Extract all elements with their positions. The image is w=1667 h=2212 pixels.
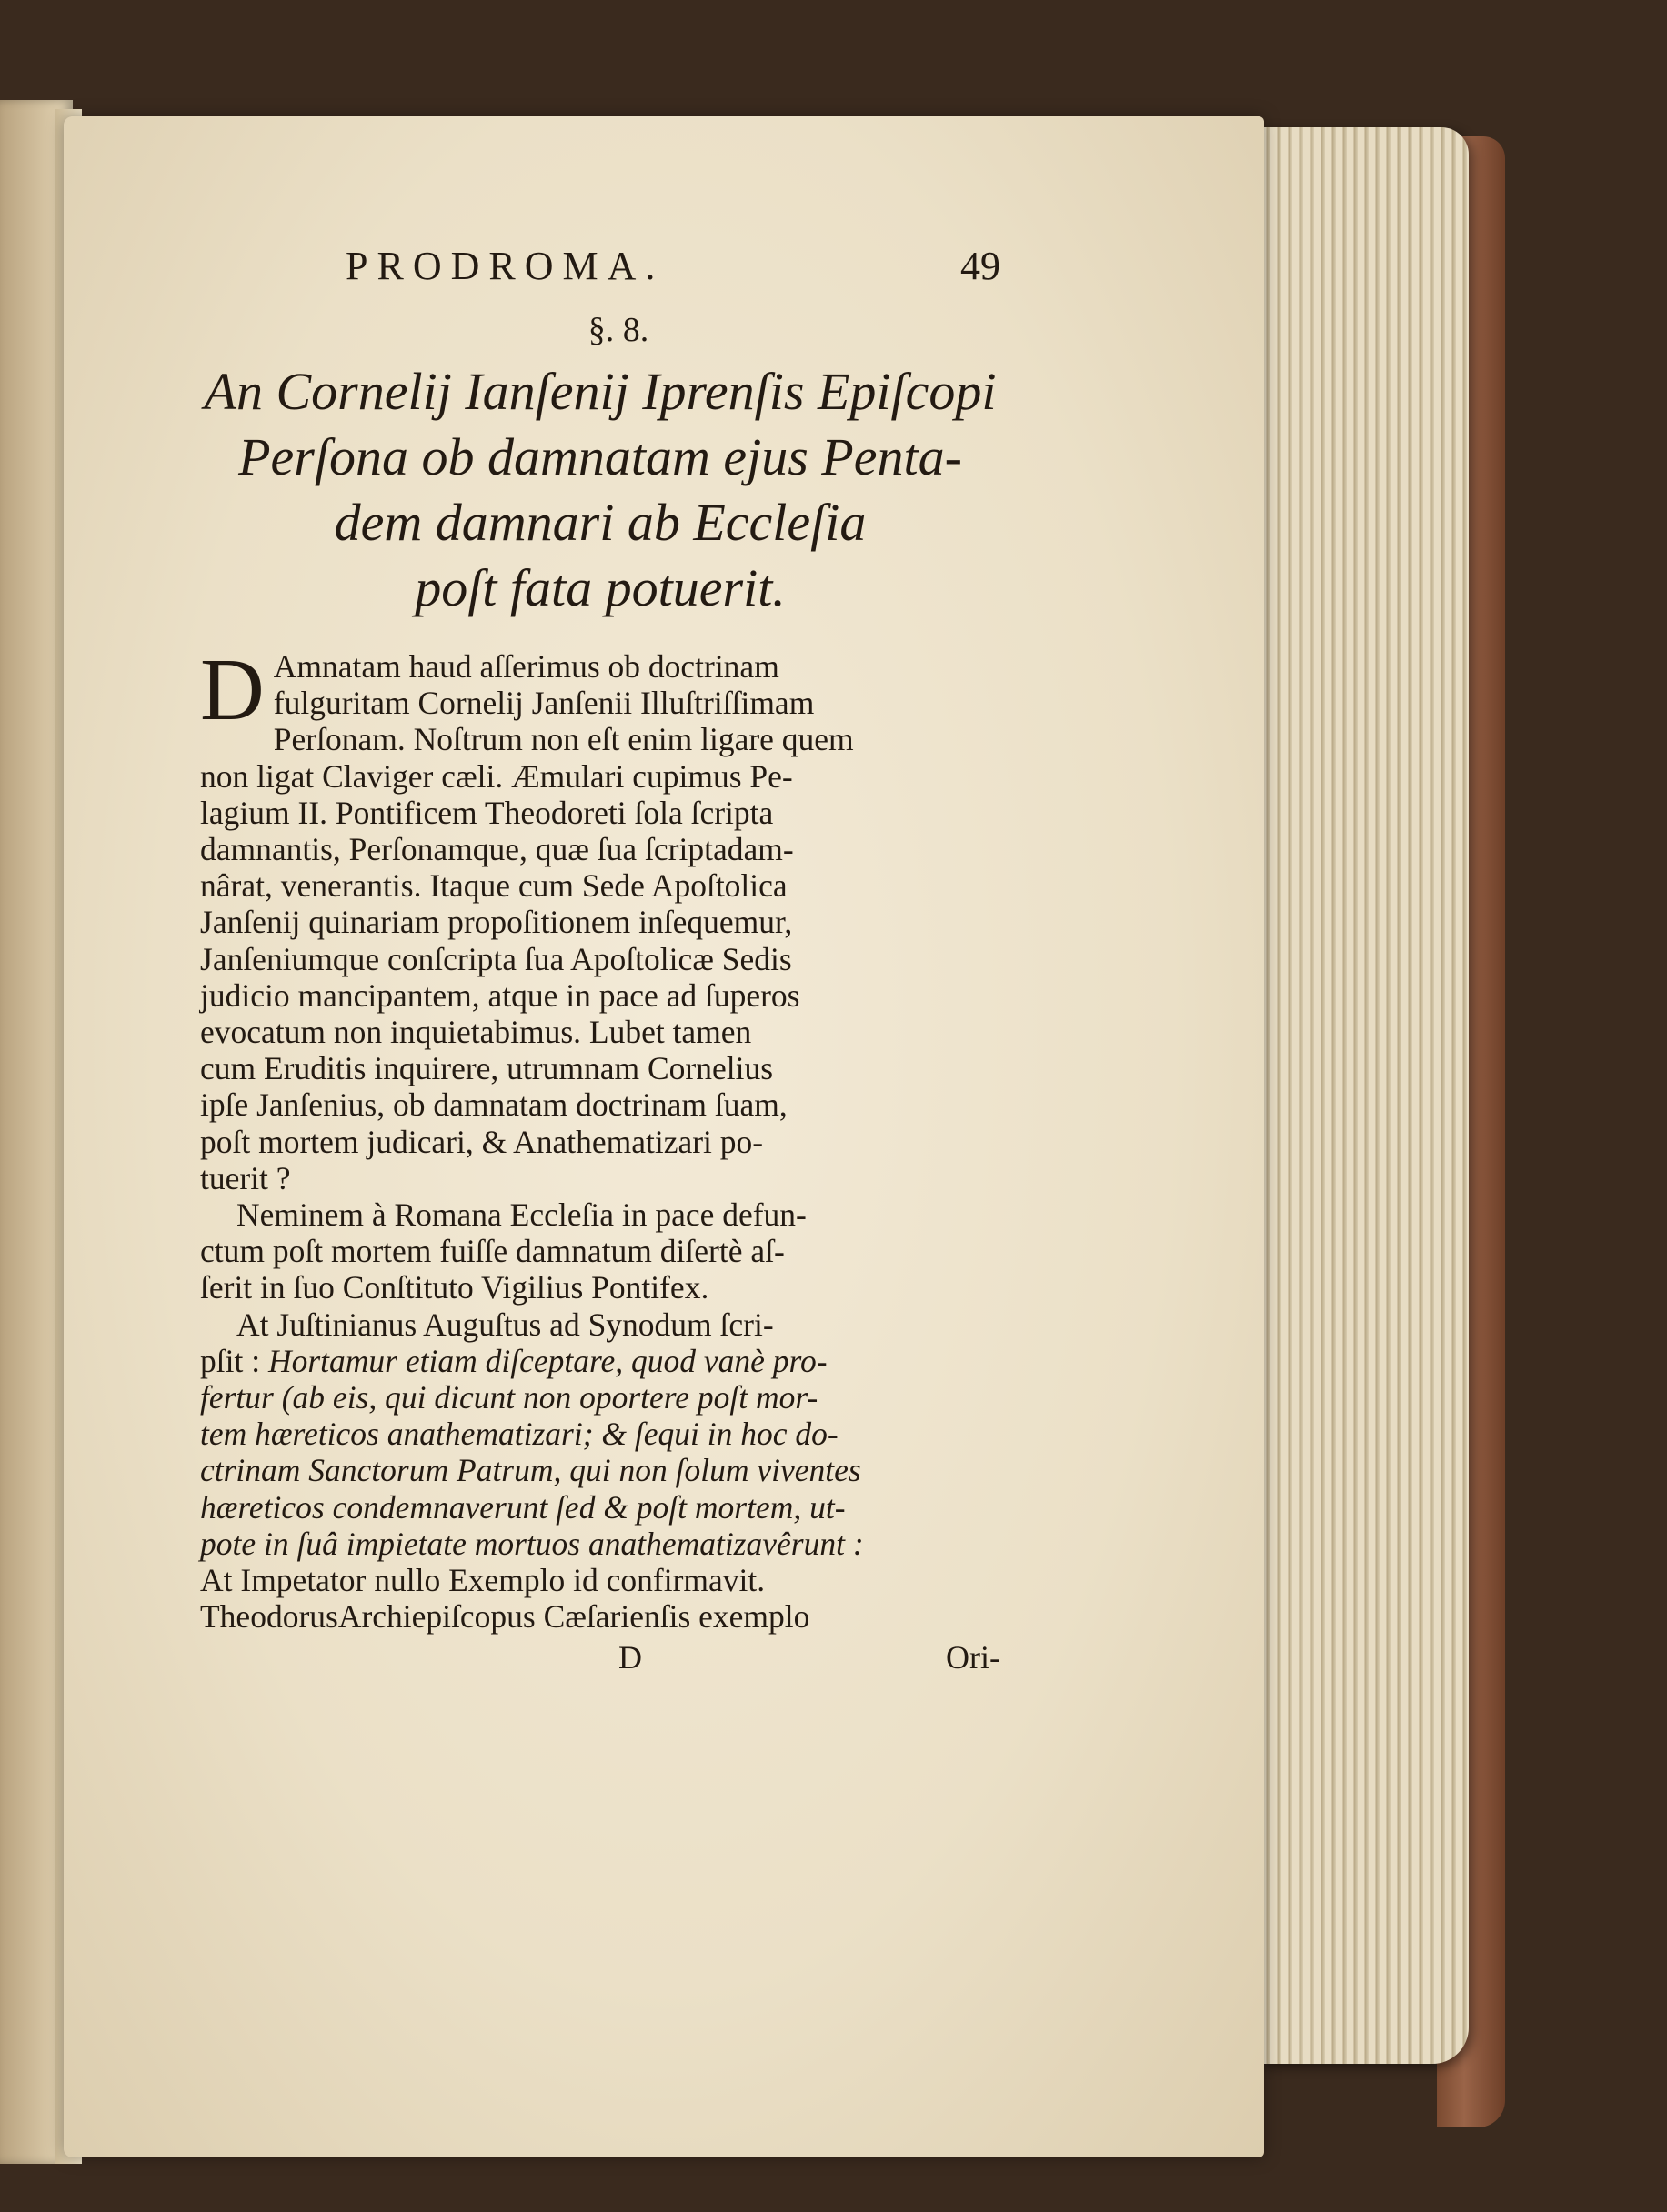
paragraph-3 — [200, 1306, 1000, 1636]
text-line: damnantis, Perſonamque, quæ ſua ſcriptadam- — [200, 831, 794, 868]
page-footer — [200, 1638, 1000, 1684]
signature-mark: D — [618, 1639, 642, 1677]
text-line: judicio mancipantem, atque in pace ad ſuperos — [200, 976, 800, 1014]
text-line: TheodorusArchiepiſcopus Cæſarienſis exemplo — [200, 1598, 810, 1636]
running-title: PRODROMA. — [346, 244, 665, 288]
text-line: lagium II. Pontificem Theodoreti ſola ſcripta — [200, 794, 774, 831]
page-number: 49 — [960, 244, 1000, 288]
text-italic: Hortamur etiam diſceptare, quod vanè pro- — [267, 1342, 828, 1379]
heading-line: dem damnari ab Eccleſia — [334, 493, 867, 552]
text-line-italic: fertur (ab eis, qui dicunt non oportere poſt mor- — [200, 1379, 818, 1416]
text-line: ctum poſt mortem fuiſſe damnatum diſertè aſ- — [200, 1233, 785, 1270]
text-roman: pſit : — [200, 1342, 268, 1379]
drop-cap: D — [200, 641, 265, 739]
text-line: ſerit in ſuo Conſtituto Vigilius Pontifex. — [200, 1269, 709, 1306]
text-line: ipſe Janſenius, ob damnatam doctrinam ſuam, — [200, 1086, 788, 1124]
text-line-italic: ctrinam Sanctorum Patrum, qui non ſolum viventes — [200, 1452, 861, 1489]
text-line: cum Eruditis inquirere, utrumnam Cornelius — [200, 1050, 774, 1087]
text-line-italic: hæreticos condemnaverunt ſed & poſt mortem, ut- — [200, 1488, 846, 1526]
text-line: poſt mortem judicari, & Anathematizari po- — [200, 1123, 764, 1160]
text-line: At Juſtinianus Auguſtus ad Synodum ſcri- — [236, 1306, 774, 1343]
page-stack-edges — [1260, 127, 1469, 2064]
text-line: tuerit ? — [200, 1159, 291, 1196]
page-text — [200, 232, 1000, 1684]
text-line: At Impetator nullo Exemplo id confirmavit. — [200, 1562, 766, 1599]
text-line: evocatum non inquietabimus. Lubet tamen — [200, 1014, 752, 1051]
paragraph-1 — [200, 641, 1000, 1196]
text-line: Janſeniumque conſcripta ſua Apoſtolicæ Sedis — [200, 940, 792, 977]
running-head — [200, 232, 1000, 305]
heading-line: An Cornelij Ianſenij Iprenſis Epiſcopi — [204, 362, 997, 421]
text-line: Perſonam. Noſtrum non eſt enim ligare quem — [273, 721, 854, 758]
catchword: Ori- — [946, 1639, 1000, 1677]
text-line-italic: tem hæreticos anathematizari; & ſequi in hoc do- — [200, 1416, 839, 1453]
text-line: nârat, venerantis. Itaque cum Sede Apoſtolica — [200, 867, 788, 905]
text-line: Janſenij quinariam propoſitionem inſequemur, — [200, 904, 793, 941]
heading-line: poſt fata potuerit. — [415, 558, 786, 617]
text-line: fulguritam Cornelij Janſenii Illuſtriſſimam — [273, 685, 815, 722]
text-line: Amnatam haud aſſerimus ob doctrinam — [273, 648, 779, 685]
heading-line: Perſona ob damnatam ejus Penta- — [238, 427, 962, 486]
chapter-heading — [200, 359, 1000, 621]
text-line-italic: pote in ſuâ impietate mortuos anathematizavêrunt : — [200, 1525, 864, 1562]
section-mark: §. 8. — [587, 311, 649, 349]
text-line: non ligat Claviger cæli. Æmulari cupimus Pe- — [200, 757, 793, 795]
text-line: Neminem à Romana Eccleſia in pace defun- — [236, 1196, 807, 1234]
text-line — [200, 1343, 1000, 1379]
paragraph-2 — [200, 1196, 1000, 1306]
